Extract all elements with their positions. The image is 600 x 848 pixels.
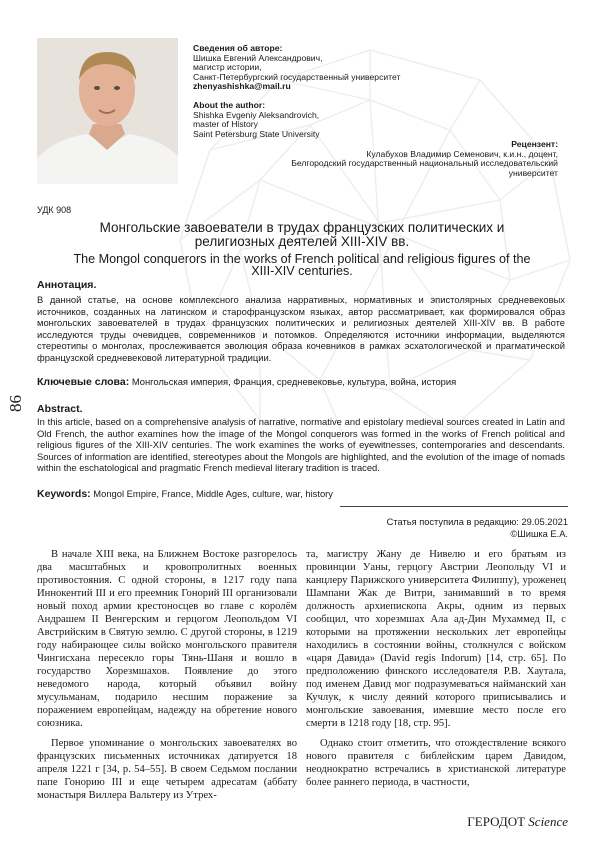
title-en-line-2: XIII-XIV centuries. [251, 264, 353, 278]
author-ru-degree: магистр истории, [193, 62, 262, 73]
keywords-ru [37, 376, 565, 388]
author-email: zhenyashishka@mail.ru [193, 81, 291, 92]
author-ru-name: Шишка Евгений Александрович, [193, 52, 323, 63]
journal-name: ГЕРОДОТ [467, 814, 526, 829]
author-ru-university: Санкт-Петербургский государственный университет [193, 71, 401, 82]
paragraph: та, магистру Жану де Нивелю и его братьям из провинции Уаны, герцогу Австрии Леопольду VI и канцлеру Парижского университета Филиппу), уроженец Шампани Жак де Витри, занимавший в то время должность архиепископа Акры, одним из первых сообщил, что хорезмшах Ала ад-Дин Мухаммед II, с которыми на протяжении нескольких лет европейцы находились в состоянии войны, столкнулся с войском «царя Давида» (David regis Indorum) [14, стр. 65]. По предположению финского исследователя Р.В. Хаутала, под именем Давид мог подразумеваться найманский хан Кучлук, к числу деяний которого приписывались и монгольские завоевания, имевшие место после его смерти в 1218 году [18, стр. 95]. [306, 549, 566, 729]
author-ru-heading: Сведения об авторе: [193, 43, 283, 53]
title-ru-line-1: Монгольские завоеватели в трудах французских политических и [99, 220, 505, 235]
abstract-text: In this article, based on a comprehensive analysis of narrative, normative and epistolary medieval sources created in Latin and Old French, the author examines how the image of the Mongol conquerors was formed in the works of French political and religious figures of the XIII-XIV centuries. The work examines the works of eyewitnesses, contemporaries and descendants. Sources of information are identified, stereotypes about the Mongols are highlighted, and the evolution of the image of nomads within the eschatological and pragmatic French medieval literary tradition is traced. [37, 416, 565, 474]
copyright: ©Шишка Е.А. [510, 529, 568, 539]
keywords-en-list: Mongol Empire, France, Middle Ages, culture, war, history [93, 488, 333, 499]
page-number: 86 [6, 395, 25, 412]
journal-name-italic: Science [528, 814, 568, 829]
divider [340, 506, 568, 507]
udk-code: УДК 908 [37, 205, 72, 215]
title-en-line-1: The Mongol conquerors in the works of French political and religious figures of the [73, 252, 531, 266]
paragraph: Однако стоит отметить, что отождествление всякого нового правителя с библейским царем Давидом, неоднократно встречались в христианской литературе более раннего периода, в частности, [306, 738, 566, 788]
author-info [193, 44, 400, 139]
author-en-name: Shishka Evgeniy Aleksandrovich, [193, 109, 320, 120]
author-photo [37, 38, 178, 184]
reviewer-info [218, 140, 558, 178]
reviewer-line-2: Белгородский государственный национальный исследовательский [291, 158, 558, 169]
journal-footer [467, 814, 568, 830]
reviewer-heading: Рецензент: [511, 139, 558, 149]
author-en-university: Saint Petersburg State University [193, 128, 320, 139]
reviewer-line-1: Кулабухов Владимир Семенович, к.и.н., доцент, [366, 148, 558, 159]
title-ru [37, 221, 567, 249]
author-en-heading: About the author: [193, 99, 266, 110]
body-column-left [37, 548, 297, 802]
abstract-heading: Abstract. [37, 403, 83, 415]
keywords-ru-list: Монгольская империя, Франция, средневековье, культура, война, история [131, 376, 457, 387]
keywords-en-heading: Keywords: [37, 488, 91, 500]
annotation-heading: Аннотация. [37, 279, 97, 291]
reviewer-line-3: университет [508, 167, 558, 178]
body-column-right [306, 548, 566, 789]
paragraph: В начале XIII века, на Ближнем Востоке разгорелось два масштабных и кровопролитных военных противостояния. С одной стороны, в 1217 году папа Иннокентий III и его преемник Гонорий III организовали новый поход армии крестоносцев во главе с королём Андрашем II Венгерским и герцогом Леопольдом VI Австрийским в Святую землю. С другой стороны, в 1219 году набирающее силы войско монгольского правителя Чингисхана пересекло горы Тянь-Шаня и вошло в государство Хорезмшахов. Появление до этого неведомого народа, который объявил войну мусульманам, подарило несшим поражение за поражением европейцам, надежду на обретение нового союзника. [37, 549, 297, 729]
received-date: Статья поступила в редакцию: 29.05.2021 [386, 517, 568, 527]
title-ru-line-2: религиозных деятелей XIII-XIV вв. [194, 234, 410, 249]
paragraph: Первое упоминание о монгольских завоевателях во французских письменных источниках датируется 18 апреля 1221 г [34, р. 54–55]. В своем Седьмом послании папе Гонорию III и еще четырем адресатам (аббату монастыря Виллера Вальтеру из Утрех- [37, 738, 297, 801]
received-info [387, 516, 568, 540]
keywords-en [37, 488, 565, 500]
author-en-degree: master of History [193, 119, 258, 130]
keywords-ru-heading: Ключевые слова: [37, 376, 130, 388]
title-en [37, 253, 567, 277]
annotation-text: В данной статье, на основе комплексного анализа нарративных, нормативных и эпистолярных средневековых источников, созданных на латинском и старофранцузском языках, автор рассматривает, как формировался образ монгольских завоевателей в трудах французских политических и религиозных деятелей XIII-XIV вв. В работе исследуются труды очевидцев, современников и потомков. Определяются источники информации, выделяются стереотипы о монголах, прослеживается эволюция образа кочевников в рамках эсхатологической и прагматической французской средневековой литературной традиции. [37, 294, 565, 363]
